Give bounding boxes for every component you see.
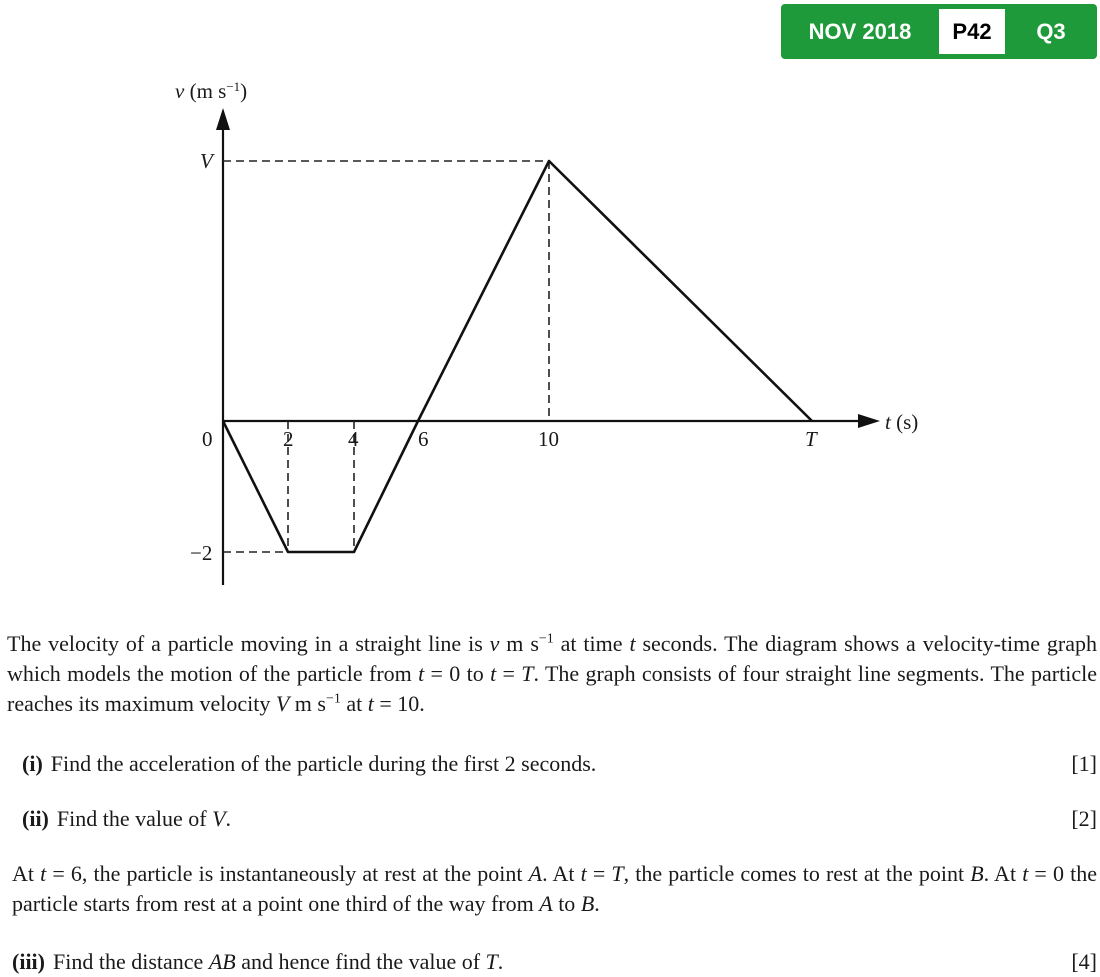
question-text: Find the distance <box>53 949 209 974</box>
question-marks: [4] <box>1071 949 1097 974</box>
y-tick-V: V <box>200 149 213 173</box>
badge-paper: P42 <box>939 9 1005 54</box>
question-i <box>22 749 1097 779</box>
x-tick-4: 4 <box>348 427 359 451</box>
question-text: Find the value of <box>56 806 213 831</box>
question-iii: (iii) Find the distance AB and hence find the value of T. [4] <box>12 947 1097 977</box>
question-number: (ii) <box>22 806 49 831</box>
x-tick-T: T <box>805 427 817 451</box>
y-axis-arrow <box>216 108 230 130</box>
x-tick-10: 10 <box>538 427 559 451</box>
x-axis-label: t (s) <box>885 410 919 434</box>
question-text: Find the acceleration of the particle during the first 2 seconds. <box>50 751 597 776</box>
question-number: (i) <box>22 751 43 776</box>
velocity-line <box>223 161 812 552</box>
y-tick-minus2: −2 <box>190 541 213 565</box>
x-tick-2: 2 <box>283 427 294 451</box>
badge-question: Q3 <box>1036 18 1066 44</box>
intro-paragraph: The velocity of a particle moving in a straight line is v m $s^{-1}$ at time t seconds. The diagram shows a velocity-time graph which models the motion of the particle from t = 0 to t = T. The graph consists of four straight line segments. The particle reaches its maximum velocity V m $s^{-1}$ at t = 10. <box>7 631 1097 716</box>
question-ii: (ii) Find the value of V. [2] <box>22 804 1097 834</box>
y-axis-label: v (m $s^{-1}$) <box>175 78 248 103</box>
badge-date: NOV 2018 <box>808 18 912 44</box>
question-number: (iii) <box>12 949 45 974</box>
context-paragraph: At t = 6, the particle is instantaneously at rest at the point A. At t = T, the particle comes to rest at the point B. At t = 0 the particle starts from rest at a point one third of the way from A to B. <box>12 861 1097 916</box>
x-tick-6: 6 <box>418 427 429 451</box>
y-tick-0: 0 <box>202 427 213 451</box>
x-axis-arrow <box>858 414 880 428</box>
question-marks: [1] <box>1071 751 1097 776</box>
question-marks: [2] <box>1071 806 1097 831</box>
